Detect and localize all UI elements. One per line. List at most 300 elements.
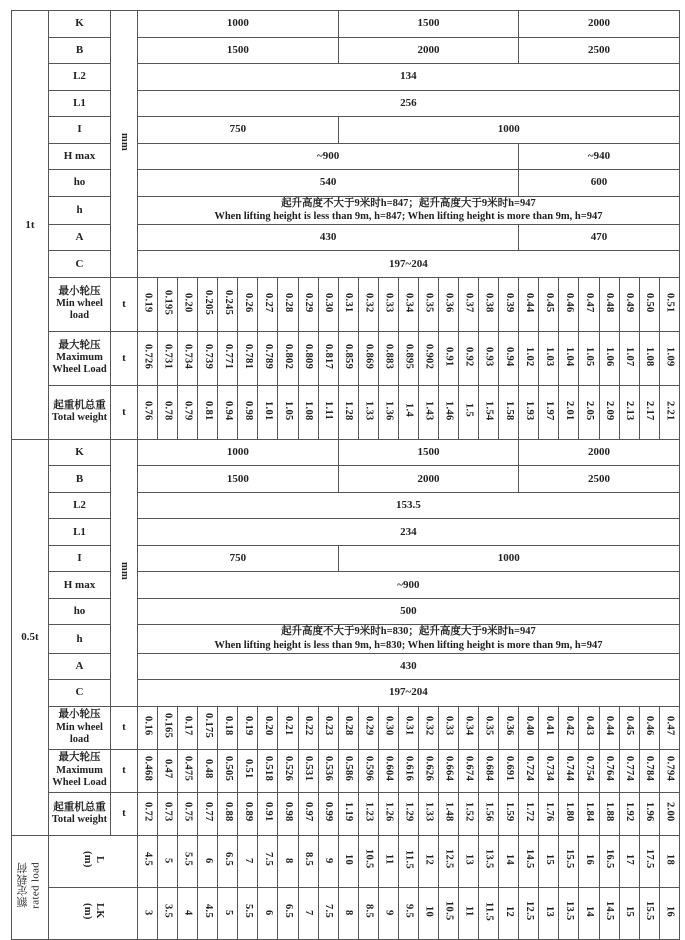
- load-label-label_en: Min wheel load: [56, 721, 103, 745]
- load-value-text: 0.626: [423, 756, 435, 782]
- load-value-text: 0.93: [483, 346, 495, 367]
- load-value-text: 1.03: [543, 346, 555, 367]
- param-value: [138, 117, 339, 144]
- load-value-text: 1.33: [363, 400, 375, 421]
- load-value-text: 0.47: [664, 715, 676, 736]
- load-value: [358, 331, 378, 385]
- load-value: [218, 749, 238, 792]
- span-value-text: 5.5: [182, 852, 194, 867]
- param-label-text: I: [77, 552, 82, 565]
- load-value: [338, 706, 358, 749]
- load-value-text: 0.46: [644, 715, 656, 736]
- load-value-text: 0.902: [423, 343, 435, 370]
- span-value-text: 13.5: [563, 901, 575, 922]
- load-value-text: 0.809: [303, 343, 315, 370]
- span-value-text: 18: [664, 853, 676, 865]
- span-value: [338, 887, 358, 939]
- span-value-text: 5: [162, 858, 174, 864]
- load-value-text: 1.72: [523, 801, 535, 822]
- load-value: [659, 749, 679, 792]
- capacity-group-label-text: 1t: [25, 218, 35, 231]
- param-label: [49, 224, 111, 251]
- load-value: [519, 792, 539, 835]
- load-value: [138, 277, 158, 331]
- load-value: [178, 277, 198, 331]
- load-row: [12, 792, 680, 835]
- load-unit-text: t: [122, 721, 126, 734]
- load-value: [499, 385, 519, 439]
- param-label-text: H max: [63, 149, 96, 162]
- load-value-text: 0.79: [182, 400, 194, 421]
- param-label: [49, 170, 111, 197]
- load-value: [198, 277, 218, 331]
- param-label: [49, 680, 111, 707]
- load-value-text: 1.80: [563, 801, 575, 822]
- param-value-text: 2000: [588, 17, 611, 30]
- load-value: [178, 749, 198, 792]
- param-value: [138, 545, 339, 572]
- param-label: [49, 492, 111, 519]
- load-value-text: 0.23: [323, 715, 335, 736]
- load-value-text: 1.5: [463, 403, 475, 418]
- load-value: [599, 385, 619, 439]
- param-value: [138, 196, 680, 224]
- span-value-text: 11: [383, 853, 395, 865]
- load-value: [619, 792, 639, 835]
- load-value: [318, 706, 338, 749]
- load-unit-text: t: [122, 405, 126, 418]
- load-value-text: 0.789: [262, 343, 274, 370]
- load-value: [459, 277, 479, 331]
- load-value-text: 0.97: [303, 801, 315, 822]
- load-label: [49, 706, 111, 749]
- load-value-text: 0.38: [483, 292, 495, 313]
- load-value: [499, 331, 519, 385]
- load-value: [378, 749, 398, 792]
- param-value-text-en: When lifting height is less than 9m, h=830; When lifting height is more than 9m, h=947: [214, 639, 603, 651]
- capacity-group-label-text: 0.5t: [21, 630, 39, 643]
- span-value-text: 14: [584, 905, 596, 917]
- load-value-text: 0.604: [383, 756, 395, 782]
- load-value-text: 0.40: [523, 715, 535, 736]
- param-value-text: 256: [400, 96, 417, 109]
- span-value-text: 6.5: [222, 852, 234, 867]
- load-value-text: 0.475: [182, 756, 194, 782]
- param-value: [138, 143, 519, 170]
- load-value-text: 0.731: [162, 343, 174, 370]
- load-value: [539, 749, 559, 792]
- span-value: [438, 835, 458, 887]
- load-value-text: 0.739: [202, 343, 214, 370]
- load-value-text: 1.06: [604, 346, 616, 367]
- load-value-text: 0.734: [543, 756, 555, 782]
- load-unit-text: t: [122, 351, 126, 364]
- param-value-text: 1500: [226, 472, 249, 485]
- load-value-text: 0.19: [242, 715, 254, 736]
- span-value: [158, 887, 178, 939]
- span-value: [519, 887, 539, 939]
- load-value: [358, 706, 378, 749]
- span-value-text: 16: [664, 905, 676, 917]
- load-unit: [111, 792, 138, 835]
- load-value: [659, 385, 679, 439]
- span-value: [659, 835, 679, 887]
- load-value-text: 0.91: [443, 346, 455, 367]
- load-value-text: 0.92: [463, 346, 475, 367]
- load-value: [418, 749, 438, 792]
- load-row: [12, 385, 680, 439]
- span-value-text: 11.5: [403, 849, 415, 869]
- load-value: [619, 749, 639, 792]
- load-value: [238, 749, 258, 792]
- span-value-text: 10: [343, 853, 355, 865]
- param-value: [138, 170, 519, 197]
- span-value: [619, 887, 639, 939]
- load-value: [378, 385, 398, 439]
- span-value: [198, 887, 218, 939]
- load-value-text: 0.73: [162, 801, 174, 822]
- load-value-text: 1.29: [403, 801, 415, 822]
- param-value-text: 1000: [497, 123, 520, 136]
- load-value: [418, 331, 438, 385]
- load-value: [479, 749, 499, 792]
- span-value-text: 8: [283, 858, 294, 864]
- span-value-text: 11.5: [483, 901, 495, 921]
- span-value-text: 6: [262, 910, 274, 916]
- span-value: [559, 887, 579, 939]
- load-row: [12, 331, 680, 385]
- load-label: [49, 749, 111, 792]
- load-value-text: 0.76: [142, 400, 154, 421]
- load-value: [639, 277, 659, 331]
- load-value: [338, 385, 358, 439]
- span-value-text: 15: [543, 853, 555, 865]
- load-value: [238, 385, 258, 439]
- param-label-text: K: [75, 446, 84, 459]
- unit-label-text: mm: [119, 133, 131, 152]
- param-value-text: ~900: [317, 149, 340, 162]
- span-value: [238, 887, 258, 939]
- param-label: [49, 117, 111, 144]
- load-value: [298, 331, 318, 385]
- load-value: [198, 749, 218, 792]
- span-value-text: 5.5: [242, 904, 254, 919]
- load-value-text: 2.09: [604, 400, 616, 421]
- span-value: [479, 887, 499, 939]
- load-label-label_cn: 最小轮压: [58, 286, 101, 298]
- load-value-text: 0.20: [262, 715, 274, 736]
- load-label: [49, 792, 111, 835]
- param-value-text: 1500: [226, 43, 249, 56]
- param-value: [138, 519, 680, 546]
- load-value-text: 0.691: [503, 756, 515, 782]
- load-value: [579, 331, 599, 385]
- load-value-text: 0.44: [523, 292, 535, 313]
- span-value: [639, 887, 659, 939]
- load-value-text: 0.45: [624, 715, 636, 736]
- span-label: [49, 887, 138, 939]
- span-value: [599, 887, 619, 939]
- span-value: [519, 835, 539, 887]
- load-value-text: 0.36: [443, 292, 455, 313]
- load-value-text: 0.39: [503, 292, 515, 313]
- load-label-label_en: Min wheel load: [56, 298, 103, 322]
- crane-spec-table: [11, 10, 680, 940]
- span-value-text: 11: [463, 905, 475, 917]
- load-value-text: 1.02: [523, 346, 535, 367]
- load-value-text: 0.764: [604, 756, 616, 782]
- load-value: [519, 277, 539, 331]
- span-value: [378, 835, 398, 887]
- param-value-text: 2000: [417, 43, 440, 56]
- load-value: [659, 706, 679, 749]
- load-value: [519, 749, 539, 792]
- param-value: [338, 439, 519, 466]
- unit-label-text: mm: [119, 561, 131, 580]
- load-value: [539, 277, 559, 331]
- load-value: [418, 792, 438, 835]
- param-value-text: 2000: [588, 446, 611, 459]
- load-value-text: 1.93: [523, 400, 535, 421]
- span-label-label: LK: [94, 903, 106, 920]
- load-value: [298, 706, 318, 749]
- load-value: [659, 331, 679, 385]
- load-value-text: 1.19: [343, 801, 355, 822]
- load-value: [318, 749, 338, 792]
- span-label: [49, 835, 138, 887]
- load-value-text: 0.165: [162, 713, 174, 739]
- span-value-text: 4.5: [202, 904, 214, 919]
- param-label: [49, 466, 111, 493]
- load-value: [418, 706, 438, 749]
- load-value-text: 0.27: [262, 292, 274, 313]
- param-label: [49, 251, 111, 278]
- param-label: [49, 653, 111, 680]
- load-value-text: 1.46: [443, 400, 455, 421]
- load-value-text: 0.794: [664, 756, 676, 782]
- load-value: [158, 385, 178, 439]
- param-value-text: 430: [400, 659, 417, 672]
- param-value: [138, 90, 680, 117]
- param-value: [138, 466, 339, 493]
- load-value: [358, 385, 378, 439]
- load-value: [318, 385, 338, 439]
- span-value: [659, 887, 679, 939]
- load-value-text: 0.46: [563, 292, 575, 313]
- load-value: [418, 277, 438, 331]
- load-value-text: 0.94: [503, 346, 515, 367]
- load-value: [479, 331, 499, 385]
- load-value: [298, 277, 318, 331]
- span-value-text: 10.5: [363, 849, 375, 870]
- load-value-text: 1.58: [503, 400, 515, 421]
- span-value-text: 15: [624, 905, 636, 917]
- load-value-text: 0.28: [283, 292, 294, 313]
- load-value: [438, 385, 458, 439]
- param-value-text: 1000: [497, 552, 520, 565]
- load-value-text: 0.869: [363, 343, 375, 370]
- load-label-label_en: Total weight: [51, 813, 108, 825]
- param-value: [138, 37, 339, 64]
- span-value-text: 4: [182, 910, 194, 916]
- param-value-text: 起升高度不大于9米时h=830；起升高度大于9米时h=947: [281, 626, 536, 638]
- rated-load-label_cn: 额定载荷: [17, 862, 30, 908]
- load-value-text: 0.21: [283, 715, 294, 736]
- load-value: [138, 792, 158, 835]
- load-value-text: 0.32: [363, 292, 375, 313]
- load-unit-text: t: [122, 764, 126, 777]
- span-value: [398, 835, 418, 887]
- param-label-text: L1: [73, 525, 86, 538]
- load-value: [499, 749, 519, 792]
- span-value: [619, 835, 639, 887]
- param-value: [519, 37, 680, 64]
- load-value-text: 0.72: [142, 801, 154, 822]
- load-value: [659, 277, 679, 331]
- load-value-text: 1.08: [644, 346, 656, 367]
- param-label: [49, 11, 111, 38]
- load-value: [519, 385, 539, 439]
- load-value-text: 0.32: [423, 715, 435, 736]
- load-value-text: 0.895: [403, 343, 415, 370]
- load-value-text: 0.31: [403, 715, 415, 736]
- param-value: [519, 466, 680, 493]
- load-unit: [111, 749, 138, 792]
- load-value: [559, 331, 579, 385]
- load-value: [519, 706, 539, 749]
- load-value-text: 1.54: [483, 400, 495, 421]
- load-value: [398, 706, 418, 749]
- load-value: [238, 792, 258, 835]
- load-value: [358, 749, 378, 792]
- load-value: [559, 385, 579, 439]
- span-value: [318, 887, 338, 939]
- load-value: [519, 331, 539, 385]
- span-value-text: 3: [142, 910, 154, 916]
- param-label-text: B: [75, 472, 84, 485]
- span-value: [258, 835, 278, 887]
- load-value: [218, 706, 238, 749]
- load-value-text: 0.664: [443, 756, 455, 782]
- span-value-text: 15.5: [563, 849, 575, 870]
- param-label-text: C: [75, 257, 84, 270]
- load-value-text: 0.674: [463, 756, 475, 782]
- load-value-text: 0.75: [182, 801, 194, 822]
- load-value-text: 0.505: [222, 756, 234, 782]
- load-value-text: 0.51: [242, 758, 254, 779]
- param-value-text: 197~204: [389, 686, 428, 699]
- load-row: [12, 706, 680, 749]
- load-value-text: 0.754: [584, 756, 596, 782]
- span-value: [358, 835, 378, 887]
- param-label: [49, 572, 111, 599]
- span-value-text: 12.5: [443, 849, 455, 870]
- param-label: [49, 143, 111, 170]
- load-value-text: 0.49: [624, 292, 636, 313]
- load-value-text: 1.28: [343, 400, 355, 421]
- load-value: [138, 331, 158, 385]
- param-label-text: A: [75, 231, 84, 244]
- param-value-text: ~940: [587, 149, 611, 162]
- param-label-text: A: [75, 659, 84, 672]
- param-label: [49, 37, 111, 64]
- load-value-text: 0.50: [644, 292, 656, 313]
- load-value: [559, 749, 579, 792]
- load-value: [258, 706, 278, 749]
- load-value: [619, 706, 639, 749]
- load-value: [258, 792, 278, 835]
- param-row: [12, 11, 680, 38]
- rated-load-label: [12, 835, 49, 939]
- span-value: [238, 835, 258, 887]
- param-value: [138, 251, 680, 278]
- load-value: [338, 277, 358, 331]
- param-label: [49, 519, 111, 546]
- load-value: [298, 385, 318, 439]
- param-value: [138, 572, 680, 599]
- load-value: [158, 749, 178, 792]
- load-value-text: 0.43: [584, 715, 596, 736]
- load-value: [278, 792, 298, 835]
- load-value-text: 0.34: [403, 292, 415, 313]
- span-value-text: 14: [503, 853, 515, 865]
- param-value-text: 153.5: [396, 499, 421, 512]
- load-value: [318, 277, 338, 331]
- rated-load-row: [12, 835, 680, 887]
- unit-label: [111, 11, 138, 278]
- span-value: [599, 835, 619, 887]
- load-row: [12, 277, 680, 331]
- param-value: [519, 170, 680, 197]
- param-value-text: 470: [590, 231, 608, 244]
- load-value: [178, 331, 198, 385]
- load-value-text: 0.48: [202, 758, 214, 779]
- load-value-text: 0.817: [323, 343, 335, 370]
- load-value-text: 0.744: [563, 756, 575, 782]
- span-value: [499, 835, 519, 887]
- load-value-text: 0.802: [283, 343, 294, 370]
- load-value-text: 0.77: [202, 801, 214, 822]
- param-value-text: 540: [319, 176, 337, 189]
- span-value-text: 5: [222, 910, 234, 916]
- span-value-text: 15.5: [644, 901, 656, 922]
- load-value: [338, 331, 358, 385]
- load-value-text: 0.536: [323, 756, 335, 782]
- unit-label: [111, 439, 138, 706]
- span-value-text: 8.5: [363, 904, 375, 919]
- load-value: [438, 749, 458, 792]
- load-value-text: 0.88: [222, 801, 234, 822]
- load-value-text: 0.30: [323, 292, 335, 313]
- load-value-text: 0.89: [242, 801, 254, 822]
- span-value: [278, 887, 298, 939]
- load-value: [639, 331, 659, 385]
- load-value: [298, 792, 318, 835]
- load-value: [238, 706, 258, 749]
- span-value: [278, 835, 298, 887]
- load-value-text: 0.99: [323, 801, 335, 822]
- span-value: [198, 835, 218, 887]
- span-value-text: 4.5: [142, 852, 154, 867]
- load-value-text: 0.33: [383, 292, 395, 313]
- span-value: [258, 887, 278, 939]
- span-label-text: [81, 903, 105, 920]
- param-value-text: 1500: [417, 17, 440, 30]
- span-value: [418, 835, 438, 887]
- load-value-text: 1.36: [383, 400, 395, 421]
- param-value: [338, 466, 519, 493]
- load-value: [559, 706, 579, 749]
